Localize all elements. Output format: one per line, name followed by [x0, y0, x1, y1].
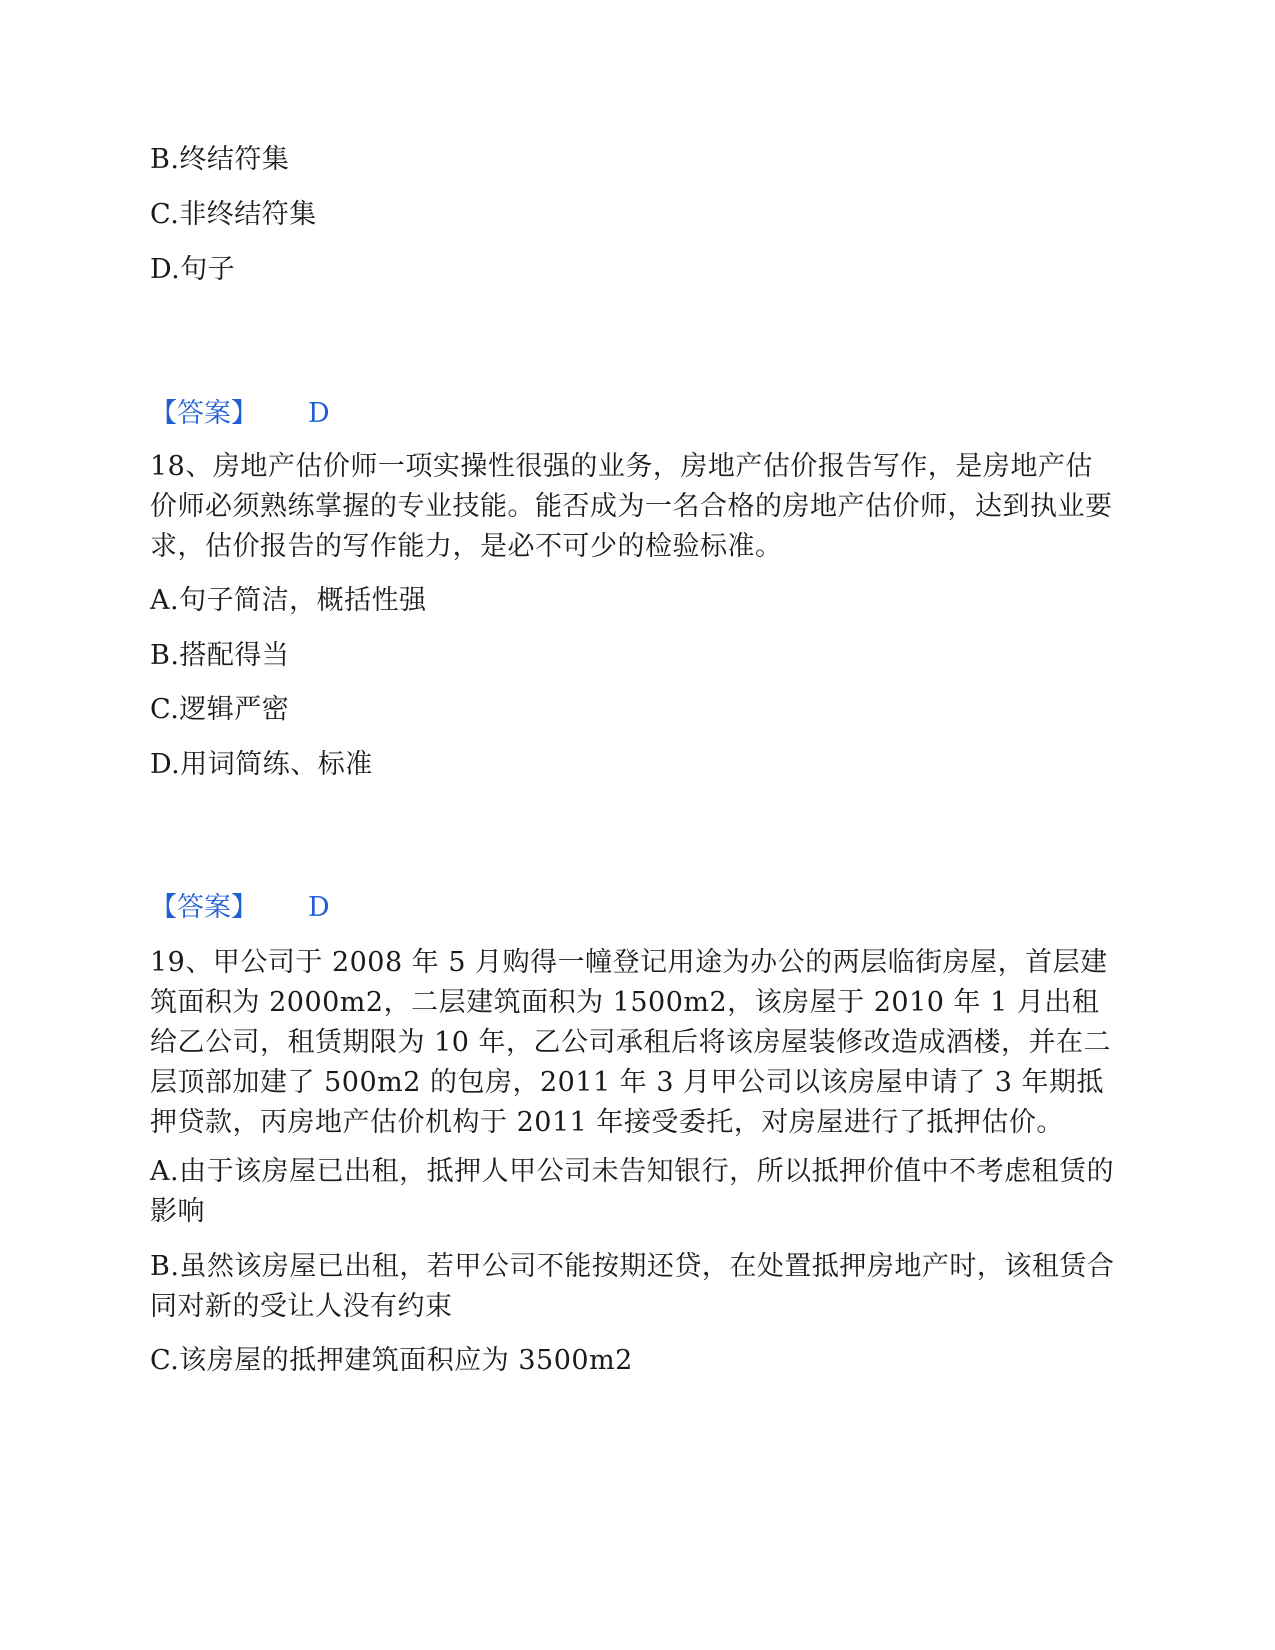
- answer-value: D: [308, 398, 330, 429]
- answer-label: 【答案】: [150, 398, 258, 429]
- q18-answer: [150, 888, 330, 928]
- q18-stem: 18、房地产估价师一项实操性很强的业务，房地产估价报告写作，是房地产估价师必须熟练掌握的专业技能。能否成为一名合格的房地产估价师，达到执业要求，估价报告的写作能力，是必不可少的检验标准。: [150, 451, 1113, 562]
- q18-option-b: B.搭配得当: [150, 640, 290, 671]
- q17-answer: [150, 394, 330, 434]
- q18-option-c: C.逻辑严密: [150, 694, 290, 725]
- q19-option-a: A.由于该房屋已出租，抵押人甲公司未告知银行，所以抵押价值中不考虑租赁的影响: [150, 1156, 1115, 1227]
- q18-option-d: D.用词简练、标准: [150, 749, 373, 780]
- q19-option-b: B.虽然该房屋已出租，若甲公司不能按期还贷，在处置抵押房地产时，该租赁合同对新的受让人没有约束: [150, 1251, 1115, 1322]
- answer-label: 【答案】: [150, 892, 258, 923]
- q19-option-c: C.该房屋的抵押建筑面积应为 3500m2: [150, 1345, 633, 1376]
- q17-option-c: C.非终结符集: [150, 199, 317, 230]
- answer-value: D: [308, 892, 330, 923]
- q17-option-d: D.句子: [150, 254, 236, 285]
- q18-option-a: A.句子简洁，概括性强: [150, 585, 427, 616]
- q17-option-b: B.终结符集: [150, 144, 290, 175]
- q19-stem: 19、甲公司于 2008 年 5 月购得一幢登记用途为办公的两层临街房屋，首层建筑面积为 2000m2，二层建筑面积为 1500m2，该房屋于 2010 年 1 月出租给乙公司，租赁期限为 10 年，乙公司承租后将该房屋装修改造成酒楼，并在二层顶部加建了 500m2 的包房，2011 年 3 月甲公司以该房屋申请了 3 年期抵押贷款，丙房地产估价机构于 2011 年接受委托，对房屋进行了抵押估价。: [150, 947, 1112, 1138]
